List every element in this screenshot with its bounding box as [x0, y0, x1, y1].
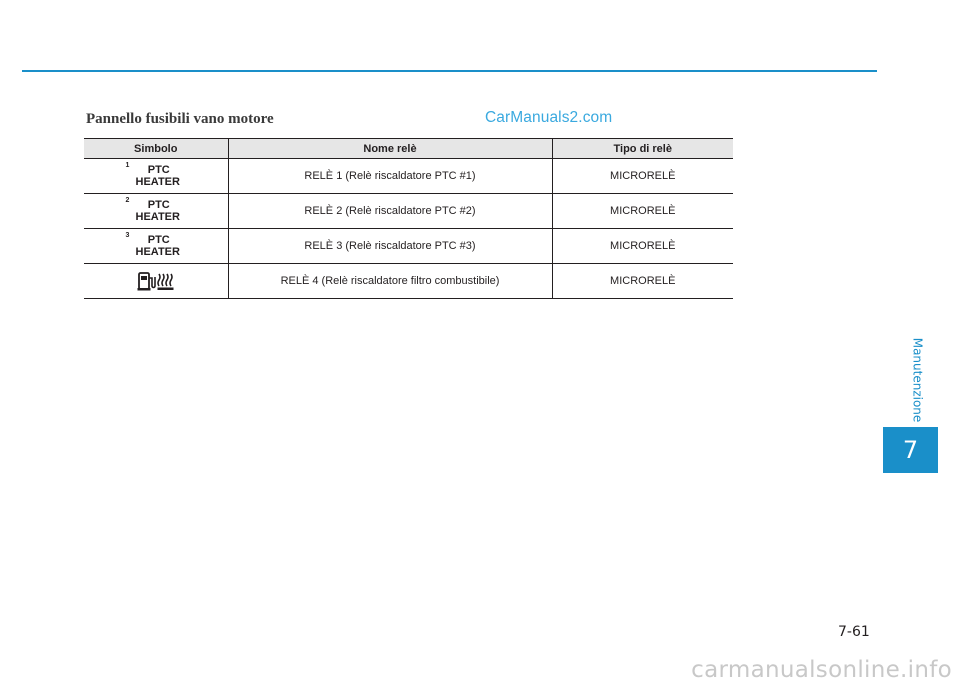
chapter-side-label	[897, 330, 937, 430]
symbol-number: 2	[125, 197, 130, 204]
table-row	[84, 229, 733, 264]
symbol-cell	[84, 194, 228, 229]
ptc-heater-symbol	[125, 232, 180, 258]
page-number: 7-61	[838, 624, 870, 640]
relay-type-cell: MICRORELÈ	[552, 194, 733, 229]
chapter-side-label-text: Manutenzione	[910, 337, 925, 423]
header-symbol: Simbolo	[84, 139, 228, 159]
relay-table	[84, 138, 733, 299]
chapter-tab: 7	[883, 427, 938, 473]
symbol-line2: HEATER	[135, 211, 180, 223]
table-row	[84, 194, 733, 229]
header-relay-type: Tipo di relè	[552, 139, 733, 159]
top-rule	[22, 70, 877, 72]
relay-type-cell: MICRORELÈ	[552, 159, 733, 194]
table-row	[84, 264, 733, 299]
relay-name-cell: RELÈ 2 (Relè riscaldatore PTC #2)	[228, 194, 552, 229]
header-relay-name: Nome relè	[228, 139, 552, 159]
relay-name-cell: RELÈ 1 (Relè riscaldatore PTC #1)	[228, 159, 552, 194]
relay-type-cell: MICRORELÈ	[552, 264, 733, 299]
watermark-bottom: carmanualsonline.info	[691, 657, 952, 683]
symbol-cell	[84, 264, 228, 299]
table-header-row	[84, 139, 733, 159]
ptc-heater-symbol	[125, 162, 180, 188]
symbol-number: 3	[125, 232, 130, 239]
section-title: Pannello fusibili vano motore	[86, 111, 274, 127]
relay-type-cell: MICRORELÈ	[552, 229, 733, 264]
watermark-top: CarManuals2.com	[485, 109, 613, 126]
relay-name-cell: RELÈ 3 (Relè riscaldatore PTC #3)	[228, 229, 552, 264]
table-row	[84, 159, 733, 194]
symbol-line2: HEATER	[135, 246, 180, 258]
ptc-heater-symbol	[125, 197, 180, 223]
relay-name-cell: RELÈ 4 (Relè riscaldatore filtro combustibile)	[228, 264, 552, 299]
symbol-line2: HEATER	[135, 176, 180, 188]
fuel-filter-heater-icon	[137, 270, 175, 292]
symbol-cell	[84, 159, 228, 194]
symbol-cell	[84, 229, 228, 264]
symbol-line1: PTC	[147, 164, 170, 176]
symbol-number: 1	[125, 162, 130, 169]
symbol-line1: PTC	[147, 234, 170, 246]
symbol-line1: PTC	[147, 199, 170, 211]
